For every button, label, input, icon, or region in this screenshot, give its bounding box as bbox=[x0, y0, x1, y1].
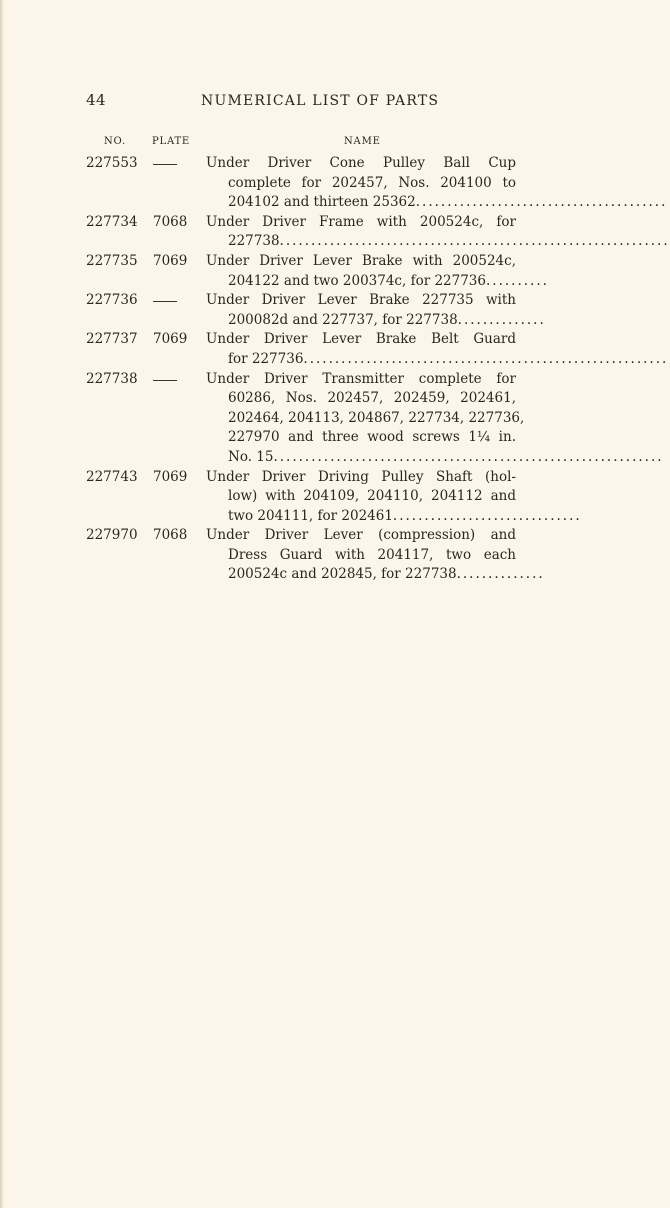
plate-number: 7068 bbox=[153, 527, 188, 544]
page-number: 44 bbox=[86, 91, 107, 109]
part-name-line: Under Driver Lever (compression) and bbox=[206, 527, 516, 544]
part-name-line: 227738 .............................................................. bbox=[228, 233, 670, 250]
column-header-no: NO. bbox=[104, 136, 126, 147]
part-number: 227735 bbox=[86, 252, 138, 269]
part-number: 227734 bbox=[86, 213, 138, 230]
part-name-line: complete for 202457, Nos. 204100 to bbox=[228, 174, 516, 191]
part-name-line: Under Driver Cone Pulley Ball Cup bbox=[206, 155, 516, 171]
part-name-line: 200524c and 202845, for 227738 .............. bbox=[228, 566, 545, 583]
part-name-line: 200082d and 227737, for 227738 .............. bbox=[228, 311, 546, 328]
part-name-line: for 227736 .......................................................... bbox=[228, 350, 669, 367]
plate-dash bbox=[153, 301, 177, 302]
column-header-plate: PLATE bbox=[152, 136, 191, 147]
list-item bbox=[0, 213, 670, 252]
parts-list bbox=[0, 154, 670, 585]
part-number: 227970 bbox=[86, 527, 138, 544]
part-name-line: 227970 and three wood screws 1¼ in. bbox=[228, 429, 516, 446]
part-name-line: 204102 and thirteen 25362 ........................................ bbox=[228, 194, 668, 211]
part-number: 227743 bbox=[86, 468, 138, 485]
plate-number: 7068 bbox=[153, 213, 188, 230]
part-name-line: Under Driver Frame with 200524c, for bbox=[206, 213, 516, 230]
part-number: 227738 bbox=[86, 370, 138, 387]
part-number: 227553 bbox=[86, 155, 138, 171]
part-number: 227736 bbox=[86, 292, 138, 309]
plate-number: 7069 bbox=[153, 252, 188, 269]
part-name-line: Under Driver Lever Brake Belt Guard bbox=[206, 331, 516, 348]
part-name-line: Dress Guard with 204117, two each bbox=[228, 546, 516, 563]
list-item bbox=[0, 370, 664, 468]
part-name-line: two 204111, for 202461 .............................. bbox=[228, 507, 582, 524]
part-name-line: 204122 and two 200374c, for 227736 .......... bbox=[228, 272, 549, 289]
part-name-line: Under Driver Transmitter complete for bbox=[206, 370, 516, 387]
column-header-name: NAME bbox=[344, 136, 381, 147]
list-item bbox=[0, 526, 639, 585]
part-name-line: 60286, Nos. 202457, 202459, 202461, bbox=[228, 390, 516, 407]
part-number: 227737 bbox=[86, 331, 138, 348]
part-name-line: low) with 204109, 204110, 204112 and bbox=[228, 488, 516, 505]
list-item bbox=[0, 252, 639, 291]
list-item bbox=[0, 291, 639, 330]
plate-dash bbox=[153, 164, 177, 165]
part-name-line: Under Driver Driving Pulley Shaft (hol- bbox=[206, 468, 516, 485]
list-item bbox=[0, 330, 669, 369]
list-item bbox=[0, 468, 639, 527]
part-name-line: Under Driver Lever Brake 227735 with bbox=[206, 292, 516, 309]
part-name-line: 202464, 204113, 204867, 227734, 227736, bbox=[228, 409, 525, 426]
list-item bbox=[0, 154, 668, 213]
plate-number: 7069 bbox=[153, 331, 188, 348]
part-name-line: No. 15 .............................................................. bbox=[228, 448, 664, 465]
running-title: NUMERICAL LIST OF PARTS bbox=[201, 93, 440, 109]
plate-dash bbox=[153, 380, 177, 381]
plate-number: 7069 bbox=[153, 468, 188, 485]
part-name-line: Under Driver Lever Brake with 200524c, bbox=[206, 252, 516, 269]
